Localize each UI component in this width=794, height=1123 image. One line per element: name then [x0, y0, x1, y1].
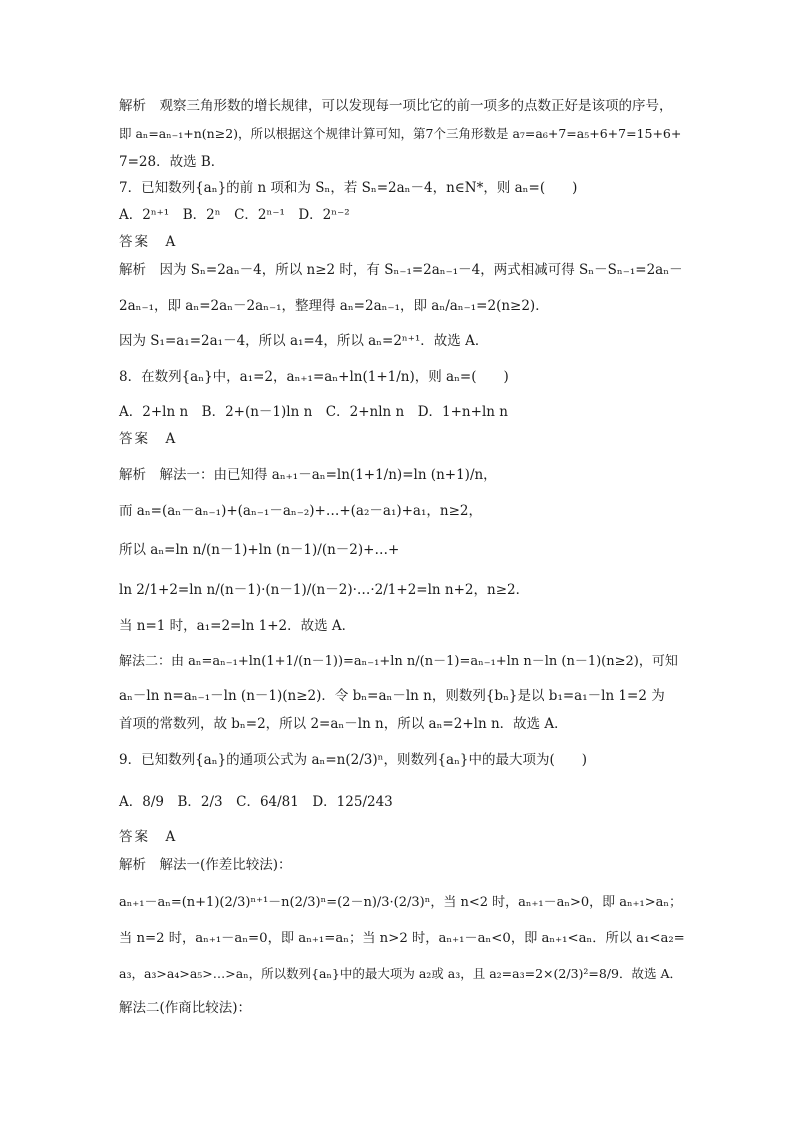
question-7-options: A．2ⁿ⁺¹ B．2ⁿ C．2ⁿ⁻¹ D．2ⁿ⁻² — [119, 207, 350, 223]
text-line-9: 因为 S₁=a₁=2a₁－4，所以 a₁=4，所以 aₙ=2ⁿ⁺¹．故选 A． — [119, 333, 489, 349]
text-line-24: 解析 解法一(作差比较法)： — [119, 857, 292, 873]
text-line-14: 而 aₙ=(aₙ－aₙ₋₁)+(aₙ₋₁－aₙ₋₂)+…+(a₂－a₁)+a₁，n≥2， — [119, 503, 482, 519]
question-7-answer: 答案 A — [119, 234, 178, 250]
question-9-stem: 9．已知数列{aₙ}的通项公式为 aₙ=n(2/3)ⁿ，则数列{aₙ}中的最大项为( ) — [119, 752, 588, 768]
text-line-16: ln 2/1+2=ln n/(n－1)·(n－1)/(n－2)·…·2/1+2=ln n+2，n≥2． — [119, 582, 530, 598]
text-line-20: 首项的常数列，故 bₙ=2，所以 2=aₙ－ln n，所以 aₙ=2+ln n．故选 A． — [119, 716, 568, 732]
text-line-28: 解法二(作商比较法)： — [119, 1000, 252, 1016]
text-line-18: 解法二：由 aₙ=aₙ₋₁+ln(1+1/(n－1))=aₙ₋₁+ln n/(n－1)=aₙ₋₁+ln n－ln (n－1)(n≥2)，可知 — [119, 654, 678, 669]
question-9-answer: 答案 A — [119, 829, 178, 845]
text-line-17: 当 n=1 时，a₁=2=ln 1+2．故选 A． — [119, 618, 356, 634]
text-line-27: a₃，a₃>a₄>a₅>…>aₙ，所以数列{aₙ}中的最大项为 a₂或 a₃，且 a₂=a₃=2×(2/3)²=8/9．故选 A． — [119, 966, 682, 981]
question-7-stem: 7．已知数列{aₙ}的前 n 项和为 Sₙ，若 Sₙ=2aₙ－4，n∈N*，则 aₙ=( ) — [119, 180, 578, 196]
text-line-3: 7=28．故选 B． — [119, 154, 225, 170]
text-line-2: 即 aₙ=aₙ₋₁+n(n≥2)，所以根据这个规律计算可知，第7个三角形数是 a₇=a₆+7=a₅+6+7=15+6+ — [119, 126, 682, 141]
text-line-15: 所以 aₙ=ln n/(n－1)+ln (n－1)/(n－2)+…+ — [119, 542, 400, 558]
text-line-1: 解析 观察三角形数的增长规律，可以发现每一项比它的前一项多的点数正好是该项的序号， — [119, 98, 673, 114]
text-line-7: 解析 因为 Sₙ=2aₙ－4，所以 n≥2 时，有 Sₙ₋₁=2aₙ₋₁－4，两式相减可得 Sₙ－Sₙ₋₁=2aₙ－ — [119, 262, 683, 278]
text-line-25: aₙ₊₁－aₙ=(n+1)(2/3)ⁿ⁺¹－n(2/3)ⁿ=(2－n)/3·(2/3)ⁿ，当 n<2 时，aₙ₊₁－aₙ>0，即 aₙ₊₁>aₙ； — [119, 895, 683, 910]
question-8-answer: 答案 A — [119, 431, 178, 447]
question-8-options: A．2+ln n B．2+(n－1)ln n C．2+nln n D．1+n+ln n — [119, 404, 508, 420]
text-line-8: 2aₙ₋₁，即 aₙ=2aₙ－2aₙ₋₁，整理得 aₙ=2aₙ₋₁，即 aₙ/aₙ₋₁=2(n≥2)． — [119, 298, 549, 314]
text-line-26: 当 n=2 时，aₙ₊₁－aₙ=0，即 aₙ₊₁=aₙ；当 n>2 时，aₙ₊₁－aₙ<0，即 aₙ₊₁<aₙ．所以 a₁<a₂= — [119, 931, 685, 946]
text-line-19: aₙ－ln n=aₙ₋₁－ln (n－1)(n≥2)．令 bₙ=aₙ－ln n，则数列{bₙ}是以 b₁=a₁－ln 1=2 为 — [119, 688, 665, 704]
text-line-13: 解析 解法一：由已知得 aₙ₊₁－aₙ=ln(1+1/n)=ln (n+1)/n， — [119, 467, 497, 483]
question-9-options: A．8/9 B．2/3 C．64/81 D．125/243 — [119, 794, 393, 810]
question-8-stem: 8．在数列{aₙ}中，a₁=2，aₙ₊₁=aₙ+ln(1+1/n)，则 aₙ=( ) — [119, 369, 509, 385]
